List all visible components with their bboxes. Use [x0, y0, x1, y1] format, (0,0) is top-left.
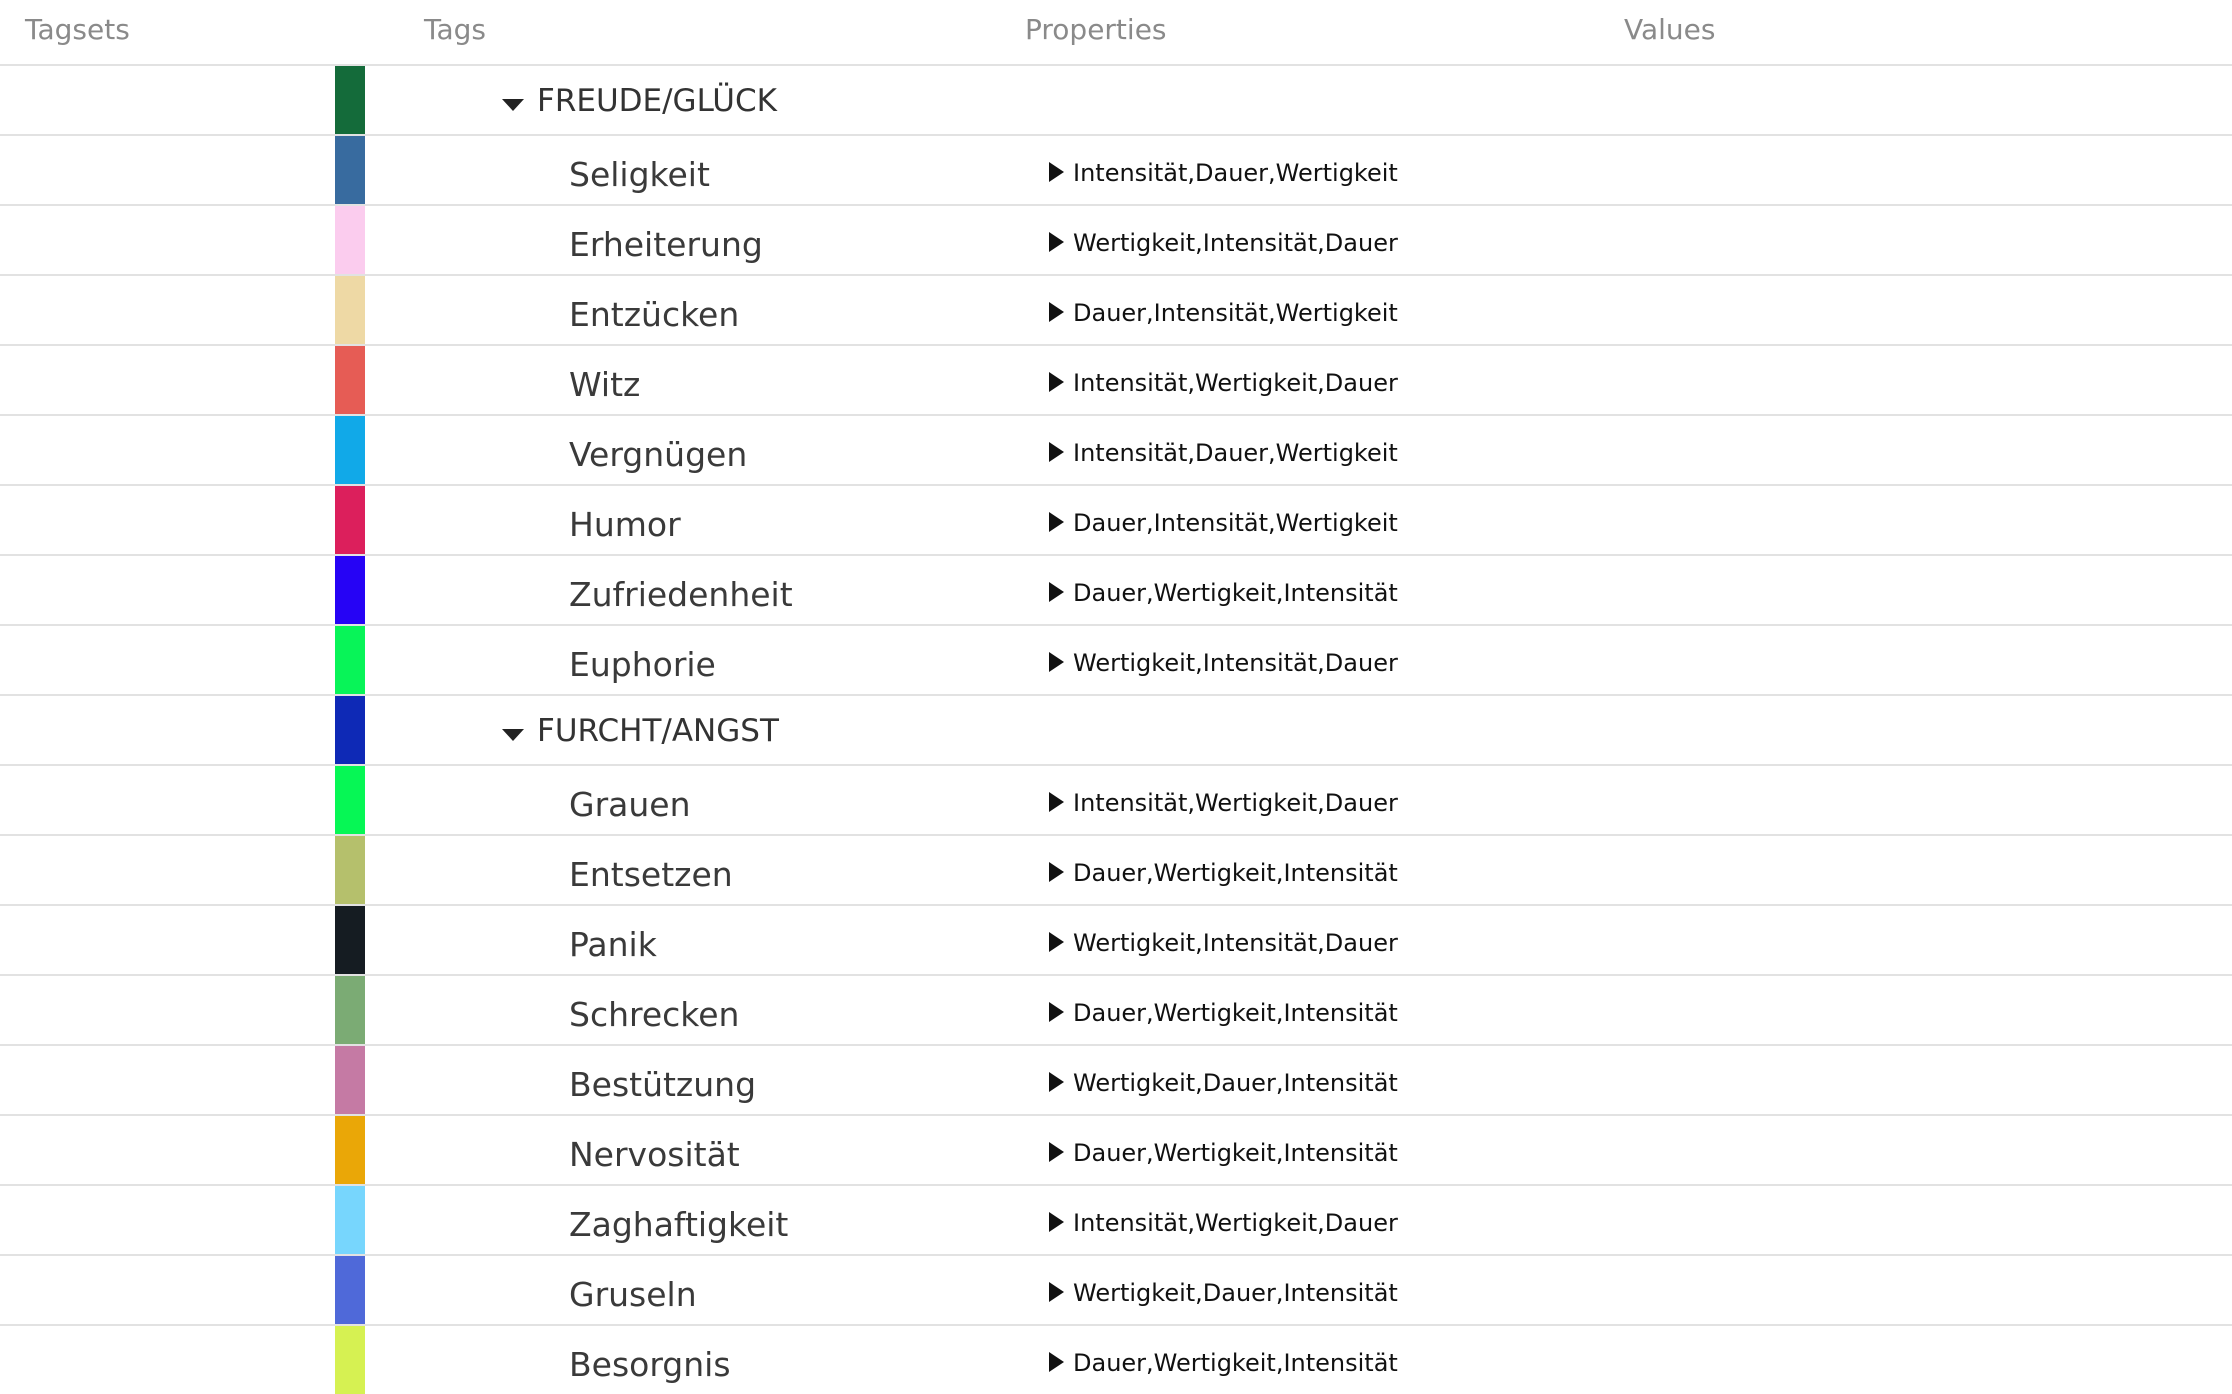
tag-label: Erheiterung: [569, 225, 763, 264]
properties-text: Dauer,Wertigkeit,Intensität: [1073, 1349, 1398, 1377]
tag-label: Zufriedenheit: [569, 575, 793, 614]
table-body: [0, 66, 2232, 1394]
tag-group-row[interactable]: [0, 696, 2232, 766]
tag-color-swatch: [335, 486, 365, 554]
column-header-tagsets: Tagsets: [25, 13, 130, 46]
tag-row[interactable]: [0, 206, 2232, 276]
caret-right-icon[interactable]: [1049, 652, 1064, 672]
caret-down-icon[interactable]: [502, 729, 524, 741]
caret-right-icon[interactable]: [1049, 162, 1064, 182]
caret-right-icon[interactable]: [1049, 372, 1064, 392]
caret-right-icon[interactable]: [1049, 1142, 1064, 1162]
tag-color-swatch: [335, 1256, 365, 1324]
properties-text: Intensität,Dauer,Wertigkeit: [1073, 439, 1398, 467]
tag-color-swatch: [335, 906, 365, 974]
properties-text: Intensität,Wertigkeit,Dauer: [1073, 789, 1398, 817]
tag-color-swatch: [335, 416, 365, 484]
tag-label: Grauen: [569, 785, 691, 824]
caret-right-icon[interactable]: [1049, 232, 1064, 252]
tag-row[interactable]: [0, 276, 2232, 346]
column-header-values: Values: [1624, 13, 1716, 46]
tag-color-swatch: [335, 696, 365, 764]
tag-row[interactable]: [0, 1046, 2232, 1116]
properties-text: Intensität,Wertigkeit,Dauer: [1073, 369, 1398, 397]
caret-right-icon[interactable]: [1049, 1352, 1064, 1372]
tag-group-row[interactable]: [0, 66, 2232, 136]
column-header-properties: Properties: [1025, 13, 1167, 46]
tag-color-swatch: [335, 276, 365, 344]
tag-color-swatch: [335, 766, 365, 834]
properties-text: Dauer,Intensität,Wertigkeit: [1073, 509, 1398, 537]
tag-label: Entzücken: [569, 295, 740, 334]
caret-right-icon[interactable]: [1049, 1212, 1064, 1232]
properties-text: Dauer,Wertigkeit,Intensität: [1073, 579, 1398, 607]
tag-row[interactable]: [0, 416, 2232, 486]
caret-right-icon[interactable]: [1049, 1002, 1064, 1022]
properties-text: Wertigkeit,Intensität,Dauer: [1073, 229, 1398, 257]
tag-row[interactable]: [0, 1116, 2232, 1186]
properties-text: Intensität,Wertigkeit,Dauer: [1073, 1209, 1398, 1237]
tag-label: Witz: [569, 365, 641, 404]
properties-text: Dauer,Wertigkeit,Intensität: [1073, 1139, 1398, 1167]
tag-label: Nervosität: [569, 1135, 740, 1174]
tag-color-swatch: [335, 66, 365, 134]
tag-row[interactable]: [0, 1256, 2232, 1326]
tag-color-swatch: [335, 976, 365, 1044]
tag-label: Entsetzen: [569, 855, 733, 894]
tag-label: Bestützung: [569, 1065, 757, 1104]
caret-right-icon[interactable]: [1049, 792, 1064, 812]
tag-row[interactable]: [0, 1186, 2232, 1256]
caret-right-icon[interactable]: [1049, 512, 1064, 532]
tag-row[interactable]: [0, 976, 2232, 1046]
caret-right-icon[interactable]: [1049, 442, 1064, 462]
caret-right-icon[interactable]: [1049, 1282, 1064, 1302]
tag-color-swatch: [335, 1046, 365, 1114]
tag-color-swatch: [335, 346, 365, 414]
tag-row[interactable]: [0, 836, 2232, 906]
tag-label: Seligkeit: [569, 155, 710, 194]
tag-label: Schrecken: [569, 995, 740, 1034]
properties-text: Dauer,Wertigkeit,Intensität: [1073, 859, 1398, 887]
tag-color-swatch: [335, 206, 365, 274]
tag-label: Humor: [569, 505, 681, 544]
tag-row[interactable]: [0, 136, 2232, 206]
caret-right-icon[interactable]: [1049, 932, 1064, 952]
tag-row[interactable]: [0, 626, 2232, 696]
properties-text: Dauer,Intensität,Wertigkeit: [1073, 299, 1398, 327]
caret-down-icon[interactable]: [502, 99, 524, 111]
properties-text: Wertigkeit,Intensität,Dauer: [1073, 929, 1398, 957]
tag-label: Euphorie: [569, 645, 716, 684]
tag-color-swatch: [335, 1186, 365, 1254]
tag-row[interactable]: [0, 1326, 2232, 1394]
tag-row[interactable]: [0, 766, 2232, 836]
tag-group-label: FREUDE/GLÜCK: [537, 83, 777, 119]
table-header: [0, 0, 2232, 66]
caret-right-icon[interactable]: [1049, 862, 1064, 882]
tag-row[interactable]: [0, 906, 2232, 976]
tag-row[interactable]: [0, 486, 2232, 556]
tag-label: Zaghaftigkeit: [569, 1205, 789, 1244]
tag-group-label: FURCHT/ANGST: [537, 713, 779, 749]
tag-label: Gruseln: [569, 1275, 697, 1314]
caret-right-icon[interactable]: [1049, 302, 1064, 322]
tag-color-swatch: [335, 626, 365, 694]
tag-row[interactable]: [0, 556, 2232, 626]
caret-right-icon[interactable]: [1049, 1072, 1064, 1092]
properties-text: Wertigkeit,Dauer,Intensität: [1073, 1279, 1398, 1307]
properties-text: Intensität,Dauer,Wertigkeit: [1073, 159, 1398, 187]
tag-color-swatch: [335, 1116, 365, 1184]
properties-text: Wertigkeit,Intensität,Dauer: [1073, 649, 1398, 677]
tag-color-swatch: [335, 556, 365, 624]
tag-color-swatch: [335, 1326, 365, 1394]
tag-color-swatch: [335, 836, 365, 904]
tag-label: Panik: [569, 925, 657, 964]
tag-row[interactable]: [0, 346, 2232, 416]
properties-text: Wertigkeit,Dauer,Intensität: [1073, 1069, 1398, 1097]
caret-right-icon[interactable]: [1049, 582, 1064, 602]
tag-label: Vergnügen: [569, 435, 748, 474]
column-header-tags: Tags: [424, 13, 486, 46]
tag-color-swatch: [335, 136, 365, 204]
properties-text: Dauer,Wertigkeit,Intensität: [1073, 999, 1398, 1027]
tag-label: Besorgnis: [569, 1345, 731, 1384]
